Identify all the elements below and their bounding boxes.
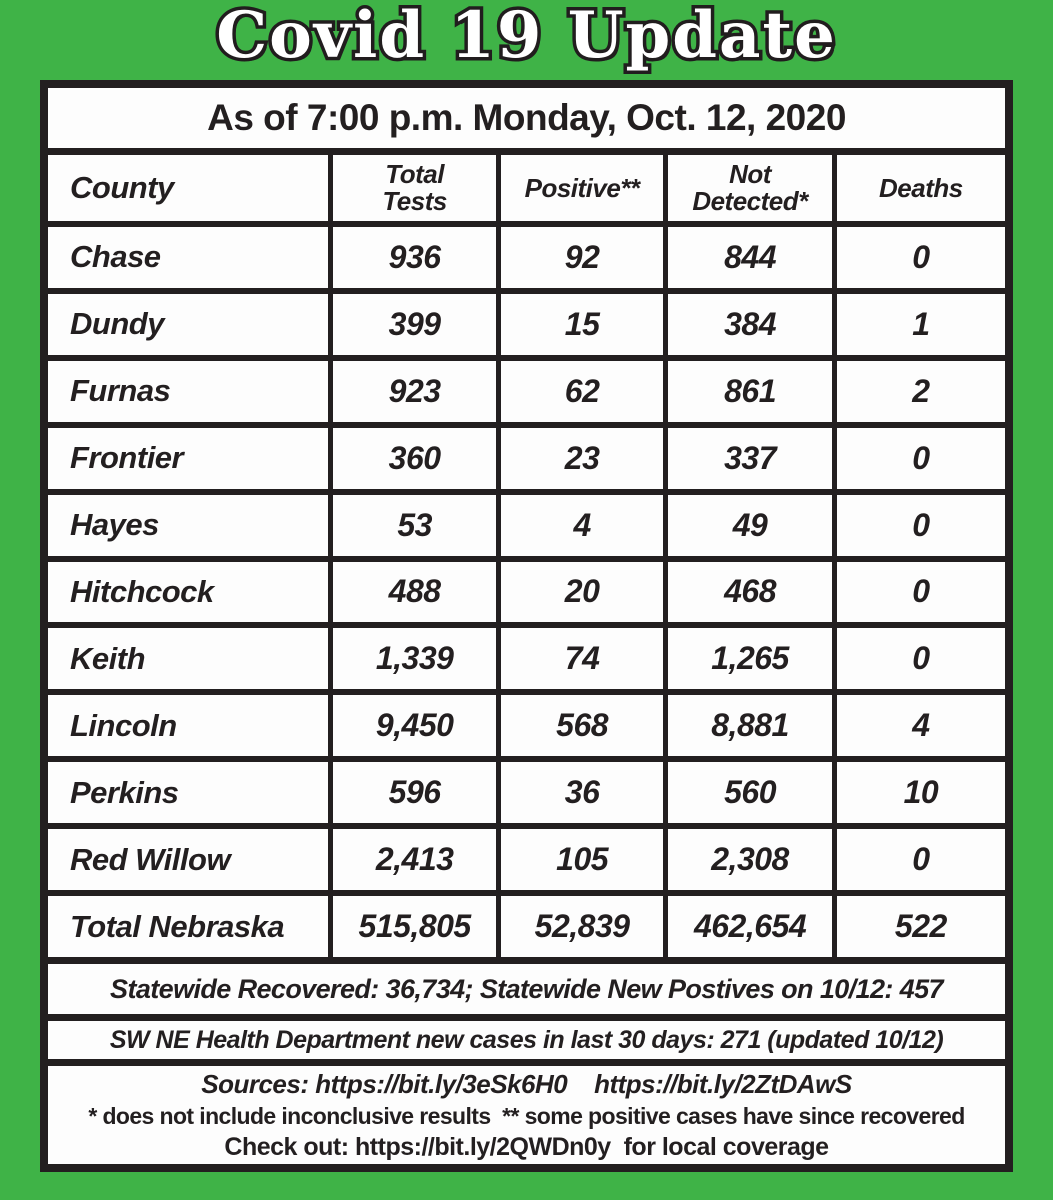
cell-positive: 36	[496, 762, 663, 823]
cell-total_tests: 923	[328, 361, 495, 422]
column-header-deaths: Deaths	[832, 155, 1005, 221]
cell-total_tests: 515,805	[328, 896, 495, 957]
county-name: Perkins	[70, 774, 179, 810]
page-title: Covid 19 Update	[216, 0, 837, 73]
county-name: Chase	[70, 239, 161, 275]
cell-total_tests: 936	[328, 227, 495, 288]
cell-positive: 52,839	[496, 896, 663, 957]
table-row	[48, 689, 1005, 756]
table-row	[48, 288, 1005, 355]
as-of-banner: As of 7:00 p.m. Monday, Oct. 12, 2020	[207, 97, 846, 138]
sources-block	[48, 1059, 1005, 1164]
cell-not_detected: 462,654	[663, 896, 831, 957]
cell-total_tests: 596	[328, 762, 495, 823]
cell-deaths: 0	[832, 428, 1005, 489]
cell-deaths: 2	[832, 361, 1005, 422]
county-name: Hayes	[70, 507, 159, 543]
column-header-county: County	[70, 170, 174, 206]
statewide-note: Statewide Recovered: 36,734; Statewide New Postives on 10/12: 457	[48, 957, 1005, 1014]
cell-total_tests: 9,450	[328, 695, 495, 756]
footnotes-line: * does not include inconclusive results ** some positive cases have since recovered	[88, 1102, 965, 1129]
checkout-line: Check out: https://bit.ly/2QWDn0y for local coverage	[224, 1132, 829, 1161]
cell-not_detected: 2,308	[663, 829, 831, 890]
county-name: Furnas	[70, 373, 171, 409]
table-row	[48, 556, 1005, 623]
cell-positive: 92	[496, 227, 663, 288]
cell-total_tests: 488	[328, 562, 495, 623]
table-row	[48, 756, 1005, 823]
column-header-not_detected: Not Detected*	[663, 155, 831, 221]
data-board	[40, 80, 1013, 1172]
cell-total_tests: 399	[328, 294, 495, 355]
county-table-body	[48, 221, 1005, 957]
county-name: Hitchcock	[70, 573, 214, 609]
swne-note: SW NE Health Department new cases in last 30 days: 271 (updated 10/12)	[48, 1014, 1005, 1059]
county-name: Red Willow	[70, 841, 231, 877]
column-header-total_tests: Total Tests	[328, 155, 495, 221]
cell-positive: 4	[496, 495, 663, 556]
cell-deaths: 0	[832, 495, 1005, 556]
table-header-row	[48, 148, 1005, 221]
cell-deaths: 0	[832, 227, 1005, 288]
cell-positive: 62	[496, 361, 663, 422]
table-row	[48, 221, 1005, 288]
county-name: Dundy	[70, 306, 164, 342]
cell-total_tests: 2,413	[328, 829, 495, 890]
cell-not_detected: 468	[663, 562, 831, 623]
county-name: Lincoln	[70, 707, 177, 743]
cell-deaths: 1	[832, 294, 1005, 355]
cell-deaths: 522	[832, 896, 1005, 957]
county-name: Keith	[70, 640, 145, 676]
table-row	[48, 823, 1005, 890]
cell-total_tests: 53	[328, 495, 495, 556]
table-row	[48, 355, 1005, 422]
cell-positive: 74	[496, 628, 663, 689]
cell-not_detected: 861	[663, 361, 831, 422]
cell-deaths: 0	[832, 562, 1005, 623]
cell-not_detected: 1,265	[663, 628, 831, 689]
table-row	[48, 890, 1005, 957]
table-row	[48, 489, 1005, 556]
column-header-positive: Positive**	[496, 155, 663, 221]
cell-not_detected: 384	[663, 294, 831, 355]
cell-positive: 23	[496, 428, 663, 489]
cell-positive: 105	[496, 829, 663, 890]
cell-total_tests: 360	[328, 428, 495, 489]
cell-not_detected: 337	[663, 428, 831, 489]
county-name: Total Nebraska	[70, 908, 285, 944]
cell-not_detected: 8,881	[663, 695, 831, 756]
cell-positive: 20	[496, 562, 663, 623]
cell-positive: 568	[496, 695, 663, 756]
cell-deaths: 0	[832, 628, 1005, 689]
cell-not_detected: 49	[663, 495, 831, 556]
cell-deaths: 0	[832, 829, 1005, 890]
county-name: Frontier	[70, 440, 184, 476]
sources-line: Sources: https://bit.ly/3eSk6H0 https://bit.ly/2ZtDAwS	[201, 1068, 852, 1099]
table-row	[48, 422, 1005, 489]
cell-not_detected: 844	[663, 227, 831, 288]
cell-not_detected: 560	[663, 762, 831, 823]
cell-deaths: 4	[832, 695, 1005, 756]
cell-total_tests: 1,339	[328, 628, 495, 689]
cell-deaths: 10	[832, 762, 1005, 823]
table-row	[48, 622, 1005, 689]
cell-positive: 15	[496, 294, 663, 355]
